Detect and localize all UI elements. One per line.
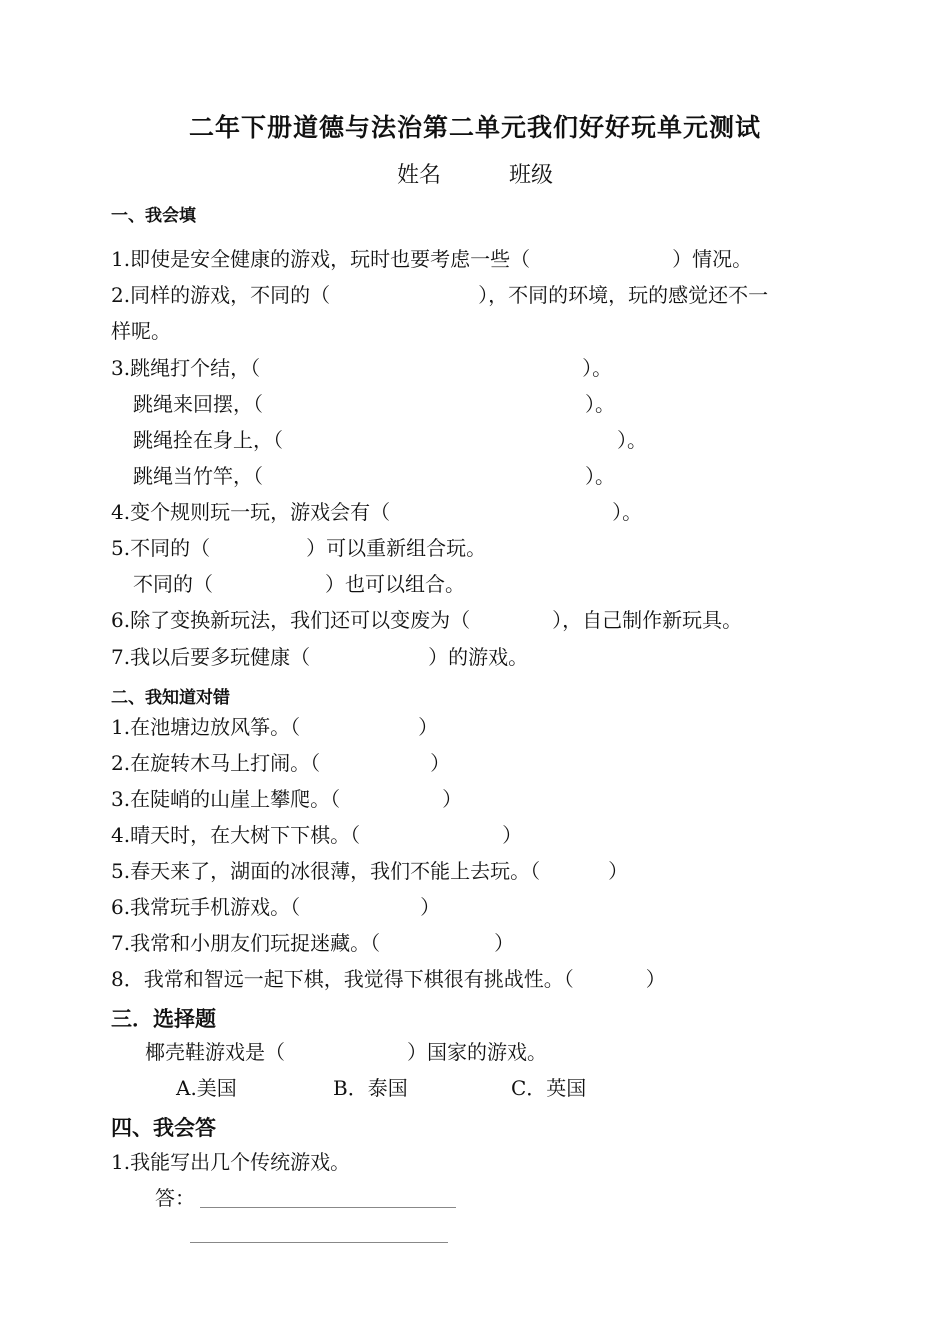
choice-option-b[interactable]: B．泰国 bbox=[333, 1076, 408, 1100]
question-text: ） bbox=[494, 931, 515, 955]
judge-item-3 bbox=[111, 787, 462, 811]
section-heading-answer: 四、我会答 bbox=[111, 1116, 216, 1140]
choice-option-a[interactable]: A.美国 bbox=[176, 1076, 237, 1100]
fill-question-3d bbox=[133, 464, 615, 488]
question-text: ） bbox=[502, 823, 523, 847]
judge-item-5 bbox=[111, 859, 628, 883]
page-title: 二年下册道德与法治第二单元我们好好玩单元测试 bbox=[188, 113, 761, 142]
choice-question bbox=[145, 1040, 547, 1064]
fill-question-7 bbox=[111, 645, 528, 669]
fill-question-6 bbox=[111, 608, 742, 632]
question-text: ）。 bbox=[582, 356, 613, 380]
question-text: ）。 bbox=[585, 392, 615, 416]
answer-line-2[interactable] bbox=[190, 1242, 448, 1243]
answer-label: 答： bbox=[155, 1186, 195, 1210]
question-text: ）可以重新组合玩。 bbox=[306, 536, 487, 560]
fill-question-1 bbox=[111, 247, 752, 271]
question-text: ） bbox=[420, 895, 441, 919]
question-text: 1.在池塘边放风筝。（ bbox=[111, 715, 301, 739]
question-text: ） bbox=[430, 751, 451, 775]
question-text: 4.晴天时，在大树下下棋。（ bbox=[111, 823, 361, 847]
question-text: 1.即使是安全健康的游戏，玩时也要考虑一些（ bbox=[111, 247, 531, 271]
answer-question-1: 1.我能写出几个传统游戏。 bbox=[111, 1150, 351, 1174]
question-text: 7.我常和小朋友们玩捉迷藏。（ bbox=[111, 931, 381, 955]
judge-item-8 bbox=[111, 967, 666, 991]
fill-question-5a bbox=[111, 536, 486, 560]
question-text: 7.我以后要多玩健康（ bbox=[111, 645, 311, 669]
question-text: 2.在旋转木马上打闹。（ bbox=[111, 751, 321, 775]
question-text: 6.我常玩手机游戏。（ bbox=[111, 895, 301, 919]
question-text: 4.变个规则玩一玩，游戏会有（ bbox=[111, 500, 391, 524]
question-text: ） bbox=[645, 967, 666, 991]
question-text: ）国家的游戏。 bbox=[407, 1040, 547, 1064]
question-text: 2.同样的游戏，不同的（ bbox=[111, 283, 331, 307]
question-text: 8．我常和智远一起下棋，我觉得下棋很有挑战性。（ bbox=[111, 967, 574, 991]
fill-question-3b bbox=[133, 392, 615, 416]
question-text: 跳绳当竹竿，（ bbox=[133, 464, 263, 488]
question-text: ） bbox=[418, 715, 439, 739]
fill-question-2-cont: 样呢。 bbox=[111, 319, 171, 343]
question-text: ）。 bbox=[617, 428, 647, 452]
question-text: ）的游戏。 bbox=[428, 645, 529, 669]
judge-item-7 bbox=[111, 931, 514, 955]
fill-question-5b bbox=[133, 572, 465, 596]
question-text: 跳绳拴在身上，（ bbox=[133, 428, 283, 452]
fill-question-2 bbox=[111, 283, 768, 307]
question-text: 5.春天来了，湖面的冰很薄，我们不能上去玩。（ bbox=[111, 859, 541, 883]
section-heading-fill: 一、我会填 bbox=[111, 206, 196, 226]
question-text: ） bbox=[608, 859, 629, 883]
question-text: 3.跳绳打个结，（ bbox=[111, 356, 261, 380]
question-text: ），自己制作新玩具。 bbox=[552, 608, 743, 632]
question-text: 椰壳鞋游戏是（ bbox=[145, 1040, 285, 1064]
judge-item-1 bbox=[111, 715, 438, 739]
judge-item-2 bbox=[111, 751, 450, 775]
question-text: 3.在陡峭的山崖上攀爬。（ bbox=[111, 787, 341, 811]
fill-question-3a bbox=[111, 356, 612, 380]
judge-item-4 bbox=[111, 823, 522, 847]
fill-question-3c bbox=[133, 428, 647, 452]
choice-option-c[interactable]: C．英国 bbox=[511, 1076, 587, 1100]
name-label: 姓名 bbox=[396, 163, 441, 188]
judge-item-6 bbox=[111, 895, 440, 919]
section-heading-choice: 三．选择题 bbox=[111, 1007, 216, 1031]
question-text: ）情况。 bbox=[672, 247, 753, 271]
question-text: ），不同的环境，玩的感觉还不一 bbox=[478, 283, 769, 307]
fill-question-4 bbox=[111, 500, 642, 524]
class-label: 班级 bbox=[509, 163, 554, 188]
answer-line-1[interactable] bbox=[200, 1207, 456, 1208]
question-text: ）。 bbox=[612, 500, 643, 524]
question-text: ）也可以组合。 bbox=[325, 572, 465, 596]
question-text: ）。 bbox=[585, 464, 615, 488]
question-text: 不同的（ bbox=[133, 572, 213, 596]
question-text: 5.不同的（ bbox=[111, 536, 211, 560]
question-text: ） bbox=[442, 787, 463, 811]
name-class-row bbox=[0, 158, 950, 189]
question-text: 跳绳来回摆，（ bbox=[133, 392, 263, 416]
question-text: 6.除了变换新玩法，我们还可以变废为（ bbox=[111, 608, 471, 632]
section-heading-judge: 二、我知道对错 bbox=[111, 688, 230, 708]
